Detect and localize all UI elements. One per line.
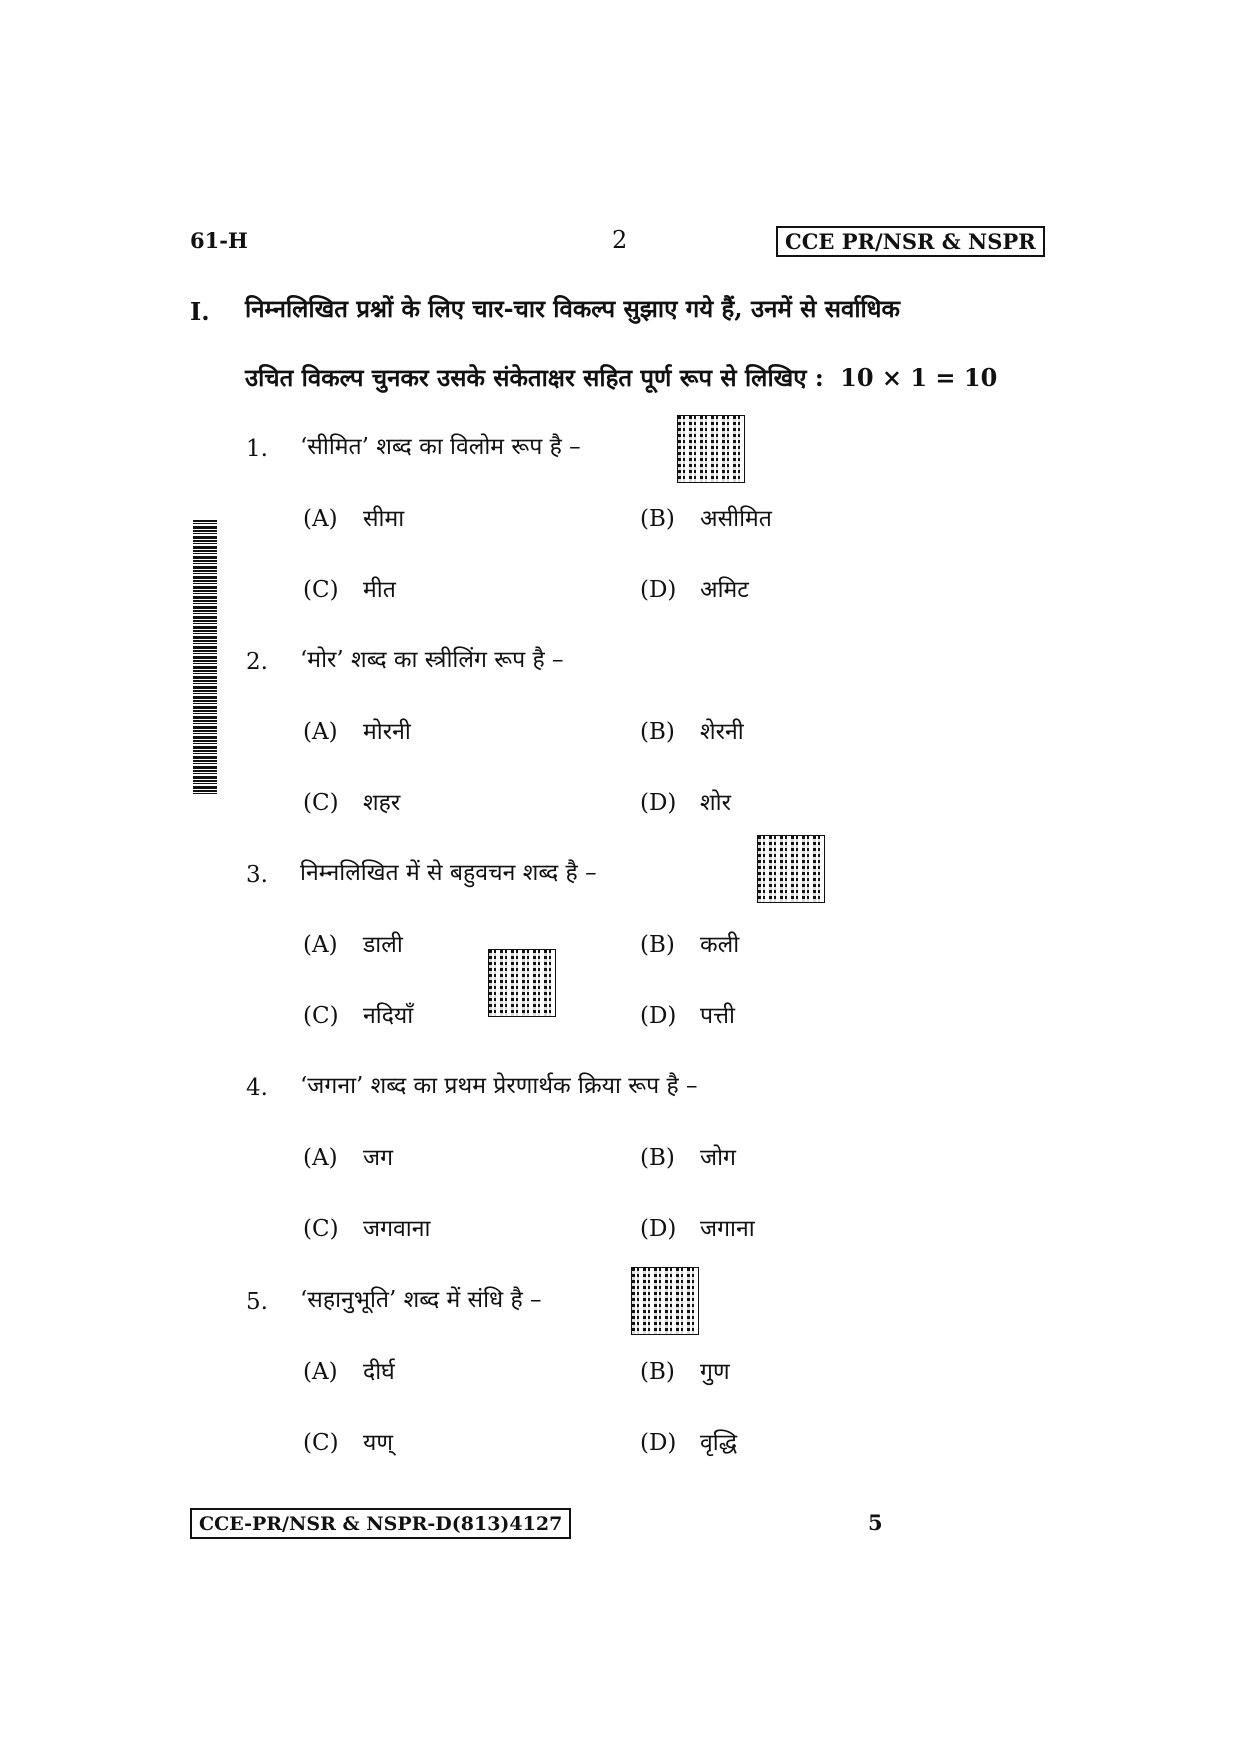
question-text: निम्नलिखित में से बहुवचन शब्द है – [300, 860, 597, 886]
option-label: (D) [640, 1430, 677, 1456]
option-text: मोरनी [363, 719, 411, 745]
option-text: मीत [363, 577, 396, 603]
option-text: दीर्घ [363, 1359, 395, 1385]
question-text: ‘सहानुभूति’ शब्द में संधि है – [300, 1287, 542, 1313]
instruction-text: उचित विकल्प चुनकर उसके संकेताक्षर सहित पूर्ण रूप से लिखिए : [245, 363, 824, 392]
option-d [640, 1428, 737, 1458]
option-text: शोर [700, 790, 732, 816]
question-text: ‘सीमित’ शब्द का विलोम रूप है – [300, 434, 581, 460]
option-b [640, 717, 744, 747]
question-number: 1. [246, 436, 268, 462]
option-b [640, 930, 739, 960]
option-label: (D) [640, 1216, 677, 1242]
sheet-number: 5 [868, 1510, 883, 1535]
qr-code [632, 1268, 698, 1334]
option-text: यण् [363, 1430, 393, 1456]
question-number: 3. [246, 862, 268, 888]
option-label: (C) [303, 1216, 339, 1242]
option-label: (C) [303, 1003, 339, 1029]
page-number: 2 [612, 226, 628, 254]
option-label: (B) [640, 719, 675, 745]
option-d [640, 575, 749, 605]
option-text: अमिट [700, 577, 749, 603]
option-text: शेरनी [700, 719, 744, 745]
option-a [303, 930, 403, 960]
option-text: सीमा [363, 506, 405, 532]
option-c [303, 1428, 393, 1458]
instruction-line-2 [245, 363, 997, 393]
option-b [640, 1357, 730, 1387]
option-d [640, 788, 731, 818]
question-number: 5. [246, 1289, 268, 1315]
option-label: (C) [303, 790, 339, 816]
qr-code [758, 836, 824, 902]
option-b [640, 504, 772, 534]
option-a [303, 504, 404, 534]
option-label: (D) [640, 1003, 677, 1029]
option-b [640, 1143, 736, 1173]
option-text: जग [363, 1145, 394, 1171]
option-label: (D) [640, 790, 677, 816]
option-label: (A) [303, 932, 338, 958]
option-a [303, 717, 411, 747]
option-label: (A) [303, 506, 338, 532]
option-a [303, 1143, 393, 1173]
option-label: (B) [640, 506, 675, 532]
option-a [303, 1357, 395, 1387]
option-text: जोग [700, 1145, 736, 1171]
question-number: 2. [246, 649, 268, 675]
option-text: कली [700, 932, 740, 958]
qr-code [678, 416, 744, 482]
option-label: (B) [640, 1145, 675, 1171]
option-text: असीमित [700, 506, 772, 532]
option-text: वृद्धि [700, 1430, 738, 1456]
option-text: नदियाँ [363, 1003, 414, 1029]
question-text: ‘मोर’ शब्द का स्त्रीलिंग रूप है – [300, 647, 564, 673]
barcode [193, 520, 217, 796]
option-c [303, 575, 396, 605]
option-text: शहर [363, 790, 401, 816]
option-label: (A) [303, 719, 338, 745]
option-label: (B) [640, 1359, 675, 1385]
question-number: 4. [246, 1075, 268, 1101]
option-text: पत्ती [700, 1003, 735, 1029]
option-d [640, 1001, 735, 1031]
option-label: (A) [303, 1145, 338, 1171]
option-label: (C) [303, 577, 339, 603]
option-label: (A) [303, 1359, 338, 1385]
option-c [303, 788, 400, 818]
option-c [303, 1214, 430, 1244]
option-label: (B) [640, 932, 675, 958]
section-roman: I. [190, 297, 210, 326]
qr-code [489, 950, 555, 1016]
marks-scheme: 10 × 1 = 10 [840, 363, 998, 392]
option-label: (D) [640, 577, 677, 603]
option-text: गुण [700, 1359, 730, 1385]
option-c [303, 1001, 413, 1031]
option-text: डाली [363, 932, 403, 958]
footer-code: CCE-PR/NSR & NSPR-D(813)4127 [190, 1508, 571, 1539]
option-d [640, 1214, 755, 1244]
paper-code-left: 61-H [190, 228, 248, 253]
instruction-line-1: निम्नलिखित प्रश्नों के लिए चार-चार विकल्प सुझाए गये हैं, उनमें से सर्वाधिक [245, 294, 900, 323]
option-text: जगाना [700, 1216, 755, 1242]
paper-code-right: CCE PR/NSR & NSPR [776, 226, 1045, 257]
option-text: जगवाना [363, 1216, 431, 1242]
question-text: ‘जगना’ शब्द का प्रथम प्रेरणार्थक क्रिया रूप है – [300, 1073, 698, 1099]
option-label: (C) [303, 1430, 339, 1456]
